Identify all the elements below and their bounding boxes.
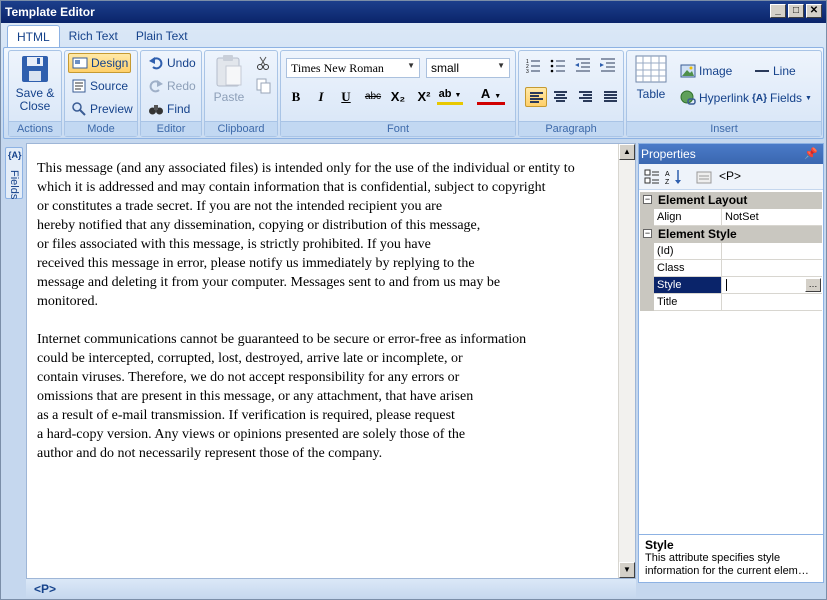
highlight-label: ab: [438, 88, 452, 100]
indent-icon: [600, 57, 616, 73]
editor-text-line[interactable]: message and deleting it from your computer. Messages sent to and from us may be: [37, 275, 501, 290]
window-title: Template Editor: [5, 5, 95, 19]
editor-text-line[interactable]: author and do not necessarily represent those of the company.: [37, 446, 383, 461]
fields-tab-label: Fields: [8, 170, 20, 200]
editor-text-line[interactable]: received this message in error, please notify us immediately by replying to the: [37, 256, 475, 271]
property-row-id[interactable]: [640, 243, 822, 260]
align-left-icon: [530, 92, 543, 104]
group-mode: [64, 50, 138, 137]
properties-toolbar: [639, 164, 823, 190]
bold-button[interactable]: B: [291, 89, 301, 104]
font-color-button[interactable]: [477, 85, 505, 105]
tab-rich-text[interactable]: Rich Text: [68, 29, 118, 43]
svg-text:3: 3: [526, 69, 529, 73]
bulleted-list-icon: [550, 57, 566, 73]
decrease-indent-button[interactable]: [575, 57, 597, 77]
find-button[interactable]: [145, 99, 193, 119]
design-icon: [72, 55, 88, 71]
insert-image-button[interactable]: [677, 61, 735, 81]
font-size-value: small: [431, 61, 460, 75]
group-clipboard: [204, 50, 278, 137]
find-label: Find: [167, 102, 191, 116]
align-left-button[interactable]: [525, 87, 547, 107]
editor-text-line[interactable]: a hard-copy version. Any views or opinions presented are solely those of the: [37, 427, 466, 442]
editor-text-line[interactable]: contain viruses. Therefore, we do not accept responsibility for any errors or: [37, 370, 460, 385]
property-name: Title: [654, 294, 722, 311]
outdent-icon: [575, 57, 591, 73]
fields-strip: [3, 143, 25, 579]
scroll-down-button[interactable]: ▼: [619, 562, 635, 578]
property-row-style[interactable]: [640, 277, 822, 294]
group-label-mode: Mode: [65, 121, 137, 136]
property-value[interactable]: [722, 260, 822, 277]
justify-icon: [604, 91, 617, 103]
redo-button[interactable]: [145, 76, 199, 96]
close-button[interactable]: ✕: [806, 4, 822, 18]
fields-icon: {A}: [8, 150, 22, 160]
minimize-button[interactable]: _: [770, 4, 786, 18]
category-label: Element Style: [658, 227, 737, 241]
group-label-clipboard: Clipboard: [205, 121, 277, 136]
property-value[interactable]: [722, 243, 822, 260]
properties-title: Properties: [641, 147, 696, 161]
magnifier-icon: [71, 101, 87, 117]
paste-label: Paste: [213, 90, 245, 104]
svg-text:Z: Z: [665, 179, 670, 185]
property-value[interactable]: NotSet: [722, 209, 822, 226]
floppy-disk-icon: [20, 54, 50, 84]
group-paragraph: [518, 50, 624, 137]
align-center-icon: [554, 91, 567, 103]
editor-text-line[interactable]: omissions that are present in this message, or any attachment, that have arisen: [37, 389, 474, 404]
collapse-icon[interactable]: −: [644, 194, 651, 204]
highlight-color-button[interactable]: [437, 85, 463, 105]
selected-object-label: <P>: [719, 169, 742, 183]
description-title: Style: [645, 538, 674, 552]
property-description: [639, 534, 823, 582]
editor-text-line[interactable]: as a result of e-mail transmission. If verification is required, please request: [37, 408, 455, 423]
undo-icon: [148, 55, 164, 71]
editor-text-line[interactable]: This message (and any associated files) is intended only for the use of the individual or entity to: [37, 161, 575, 176]
editor-text-line[interactable]: which it is addressed and may contain information that is confidential, subject to copyright: [37, 180, 546, 195]
properties-header: [639, 144, 823, 164]
group-font: [280, 50, 516, 137]
table-icon: [635, 55, 667, 85]
insert-fields-button[interactable]: [749, 88, 815, 108]
sort-alphabetical-icon: [665, 169, 683, 185]
group-label-paragraph: Paragraph: [519, 121, 623, 136]
property-name: Align: [654, 209, 722, 226]
group-label-insert: Insert: [627, 121, 821, 136]
insert-table-button[interactable]: [631, 55, 671, 101]
group-label-font: Font: [281, 121, 515, 136]
group-label-actions: Actions: [9, 121, 61, 136]
image-icon: [680, 63, 696, 79]
categorized-icon: [644, 169, 660, 185]
category-element-layout[interactable]: [640, 192, 822, 209]
categorized-button[interactable]: [643, 169, 661, 185]
numbered-list-icon: [525, 57, 541, 73]
tag-path-bar: [26, 579, 636, 599]
category-element-style[interactable]: [640, 226, 822, 243]
chevron-down-icon: ▼: [497, 61, 505, 70]
increase-indent-button[interactable]: [600, 57, 622, 77]
editor-text-line[interactable]: hereby notified that any dissemination, copying or distribution of this message,: [37, 218, 481, 233]
property-name: Style: [654, 277, 722, 294]
description-text: This attribute specifies style information for the current elem…: [645, 552, 809, 577]
style-value-input[interactable]: [722, 277, 822, 294]
group-insert: [626, 50, 822, 137]
underline-button[interactable]: U: [341, 89, 351, 104]
text-caret: [726, 279, 727, 291]
save-close-button[interactable]: [13, 54, 57, 113]
svg-text:1: 1: [526, 59, 529, 65]
title-bar[interactable]: [1, 1, 826, 23]
subscript-button[interactable]: X₂: [390, 89, 406, 104]
editor-paragraph[interactable]: [37, 330, 617, 463]
alphabetical-button[interactable]: [665, 169, 683, 185]
align-right-button[interactable]: [575, 87, 597, 107]
justify-button[interactable]: [600, 87, 622, 107]
redo-icon: [148, 78, 164, 94]
save-close-label-1: Save &: [15, 86, 55, 100]
ellipsis-button[interactable]: …: [805, 278, 821, 292]
chevron-down-icon: ▼: [805, 94, 812, 102]
property-row-align[interactable]: [640, 209, 822, 226]
scissors-icon: [255, 55, 271, 71]
group-actions: [8, 50, 62, 137]
properties-panel: [638, 143, 824, 583]
editor-tabs: [7, 25, 197, 47]
line-label: Line: [773, 64, 796, 78]
clipboard-icon: [214, 54, 244, 88]
property-row-class[interactable]: [640, 260, 822, 277]
paste-button[interactable]: [209, 54, 249, 104]
binoculars-icon: [148, 101, 164, 117]
insert-line-button[interactable]: [751, 61, 799, 81]
design-button[interactable]: [68, 53, 131, 73]
editor-text-line[interactable]: or constitutes a trade secret. If you are not the intended recipient you are: [37, 199, 443, 214]
pin-icon[interactable]: 📌: [804, 148, 818, 160]
source-button[interactable]: [68, 76, 131, 96]
superscript-button[interactable]: X²: [417, 89, 431, 104]
property-row-title[interactable]: [640, 294, 822, 311]
image-label: Image: [699, 64, 733, 78]
globe-link-icon: [680, 90, 696, 106]
font-color-label: A: [480, 86, 491, 101]
bulleted-list-button[interactable]: [550, 57, 572, 77]
undo-button[interactable]: [145, 53, 199, 73]
font-size-select[interactable]: [426, 58, 510, 78]
editor-paragraph[interactable]: [37, 159, 617, 311]
save-close-label-2: Close: [19, 99, 51, 113]
svg-text:2: 2: [526, 64, 529, 70]
fields-icon: {A}: [752, 92, 768, 104]
group-editor: [140, 50, 202, 137]
italic-button[interactable]: I: [318, 89, 324, 104]
tab-html[interactable]: HTML: [7, 25, 60, 47]
align-right-icon: [579, 91, 592, 103]
source-icon: [71, 78, 87, 94]
editor-text-line[interactable]: or files associated with this message, is strictly prohibited. If you have: [37, 237, 431, 252]
insert-hyperlink-button[interactable]: [677, 88, 752, 108]
current-tag[interactable]: <P>: [34, 582, 57, 596]
numbered-list-button[interactable]: [525, 57, 547, 77]
svg-text:A: A: [665, 171, 670, 178]
design-editor[interactable]: [26, 143, 636, 579]
ribbon-body: [3, 47, 824, 139]
vertical-scrollbar[interactable]: [618, 144, 635, 578]
category-label: Element Layout: [658, 193, 748, 207]
table-label: Table: [636, 87, 666, 101]
cut-button[interactable]: [252, 53, 274, 73]
font-family-select[interactable]: [286, 58, 420, 78]
property-value[interactable]: [722, 294, 822, 311]
preview-label: Preview: [90, 102, 133, 116]
design-label: Design: [91, 56, 129, 70]
tab-plain-text[interactable]: Plain Text: [135, 29, 188, 43]
maximize-button[interactable]: □: [788, 4, 804, 18]
chevron-down-icon: ▼: [407, 61, 415, 70]
fields-panel-tab[interactable]: [5, 147, 23, 199]
copy-button[interactable]: [252, 76, 274, 96]
editor-text-line[interactable]: monitored.: [37, 294, 99, 309]
fields-label: Fields: [770, 91, 803, 105]
chevron-down-icon: ▼: [454, 92, 462, 99]
hyperlink-label: Hyperlink: [699, 91, 750, 105]
editor-text-line[interactable]: could be intercepted, corrupted, lost, destroyed, arrive late or incomplete, or: [37, 351, 463, 366]
ribbon: [1, 23, 826, 141]
property-name: Class: [654, 260, 722, 277]
property-grid: [640, 192, 822, 311]
property-pages-icon: [696, 169, 712, 185]
group-label-editor: Editor: [141, 121, 201, 136]
font-family-value: Times New Roman: [291, 61, 384, 75]
source-label: Source: [90, 79, 129, 93]
strikethrough-button[interactable]: abc: [364, 91, 382, 102]
collapse-icon[interactable]: −: [644, 228, 651, 238]
editor-text-line[interactable]: Internet communications cannot be guaranteed to be secure or error-free as information: [37, 332, 527, 347]
scroll-up-button[interactable]: ▲: [619, 144, 635, 160]
horizontal-line-icon: [754, 63, 770, 79]
editor-content[interactable]: [37, 159, 617, 482]
chevron-down-icon: ▼: [494, 93, 502, 100]
undo-label: Undo: [167, 56, 196, 70]
property-pages-button[interactable]: [695, 169, 713, 185]
align-center-button[interactable]: [550, 87, 572, 107]
redo-label: Redo: [167, 79, 196, 93]
copy-icon: [255, 78, 271, 94]
preview-button[interactable]: [68, 99, 136, 119]
property-name: (Id): [654, 243, 722, 260]
